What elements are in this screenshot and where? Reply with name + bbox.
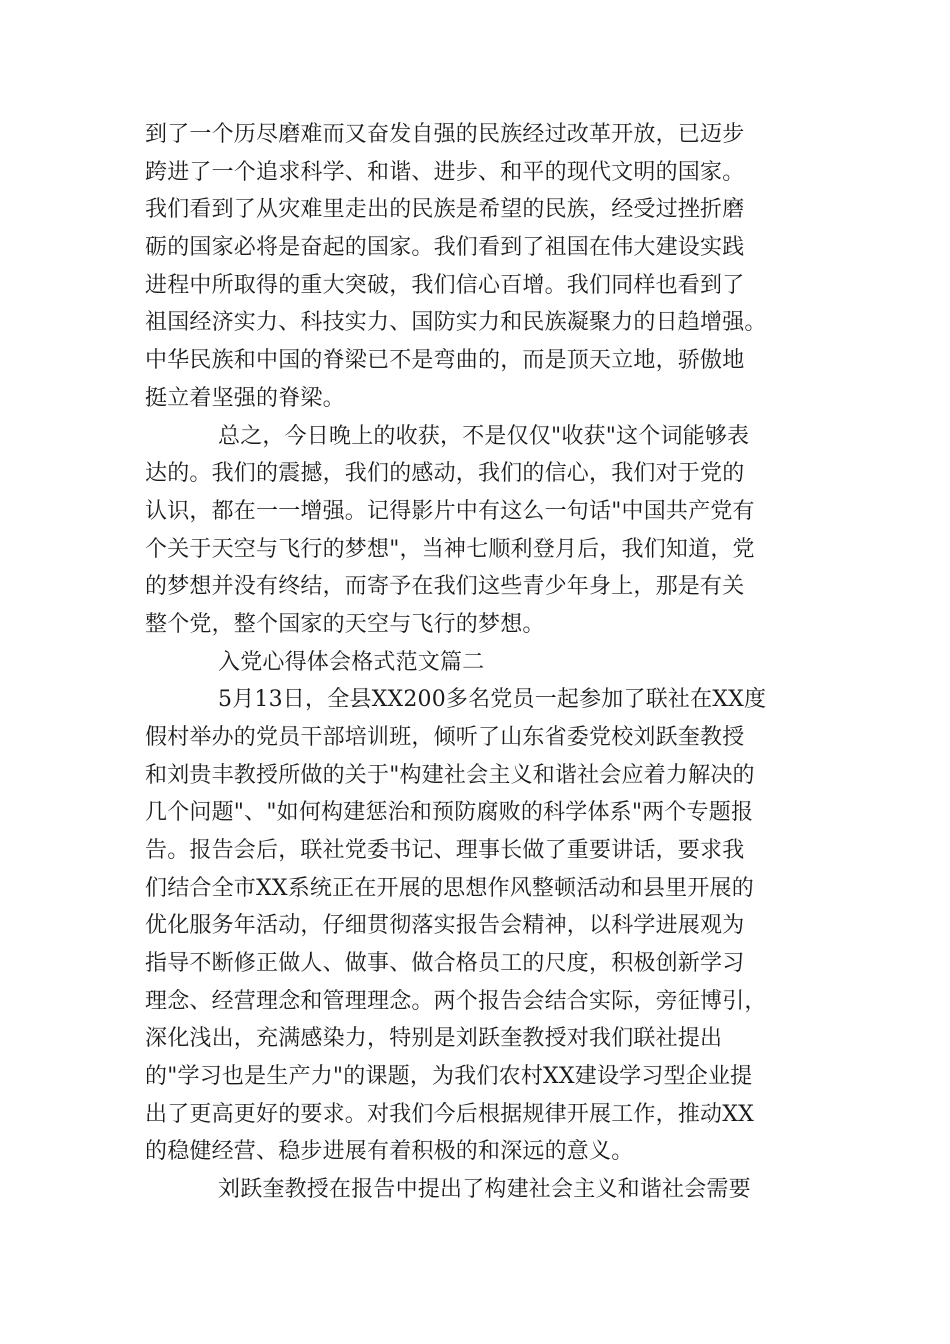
text-line: 挺立着坚强的脊梁。 (145, 386, 345, 411)
paragraph-start-line: 5月13日，全县XX200多名党员一起参加了联社在XX度 (218, 687, 767, 712)
text-line: 告。报告会后，联社党委书记、理事长做了重要讲话，要求我 (145, 838, 745, 863)
text-line: 祖国经济实力、科技实力、国防实力和民族凝聚力的日趋增强。 (145, 310, 767, 335)
text-line: 理念、经营理念和管理理念。两个报告会结合实际，旁征博引， (145, 989, 767, 1014)
text-line: 进程中所取得的重大突破，我们信心百增。我们同样也看到了 (145, 273, 745, 298)
text-line: 深化浅出，充满感染力，特别是刘跃奎教授对我们联社提出 (145, 1026, 723, 1051)
text-line: 优化服务年活动，仔细贯彻落实报告会精神，以科学进展观为 (145, 913, 745, 938)
text-line: 我们看到了从灾难里走出的民族是希望的民族，经受过挫折磨 (145, 197, 745, 222)
text-line: 中华民族和中国的脊梁已不是弯曲的，而是顶天立地，骄傲地 (145, 348, 745, 373)
text-line: 到了一个历尽磨难而又奋发自强的民族经过改革开放，已迈步 (145, 122, 745, 147)
text-line: 砺的国家必将是奋起的国家。我们看到了祖国在伟大建设实践 (145, 235, 745, 260)
text-line: 个关于天空与飞行的梦想"，当神七顺利登月后，我们知道，党 (145, 537, 755, 562)
text-line: 认识，都在一一增强。记得影片中有这么一句话"中国共产党有 (145, 499, 755, 524)
text-line: 的梦想并没有终结，而寄予在我们这些青少年身上，那是有关 (145, 574, 745, 599)
text-line: 的"学习也是生产力"的课题，为我们农村XX建设学习型企业提 (145, 1064, 753, 1089)
paragraph-start-line: 刘跃奎教授在报告中提出了构建社会主义和谐社会需要 (218, 1177, 751, 1202)
text-line: 指导不断修正做人、做事、做合格员工的尺度，积极创新学习 (145, 951, 745, 976)
text-line: 整个党，整个国家的天空与飞行的梦想。 (145, 612, 545, 637)
text-line: 跨进了一个追求科学、和谐、进步、和平的现代文明的国家。 (145, 160, 745, 185)
text-line: 几个问题"、"如何构建惩治和预防腐败的科学体系"两个专题报 (145, 800, 754, 825)
paragraph-start-line: 总之，今日晚上的收获，不是仅仅"收获"这个词能够表 (218, 424, 750, 449)
text-line: 们结合全市XX系统正在开展的思想作风整顿活动和县里开展的 (145, 876, 754, 901)
text-line: 达的。我们的震撼，我们的感动，我们的信心，我们对于党的 (145, 461, 745, 486)
text-line: 的稳健经营、稳步进展有着积极的和深远的意义。 (145, 1139, 634, 1164)
text-line: 假村举办的党员干部培训班，倾听了山东省委党校刘跃奎教授 (145, 725, 745, 750)
text-line: 和刘贵丰教授所做的关于"构建社会主义和谐社会应着力解决的 (145, 763, 755, 788)
text-line: 出了更高更好的要求。对我们今后根据规律开展工作，推动XX (145, 1102, 754, 1127)
section-heading: 入党心得体会格式范文篇二 (218, 650, 485, 675)
